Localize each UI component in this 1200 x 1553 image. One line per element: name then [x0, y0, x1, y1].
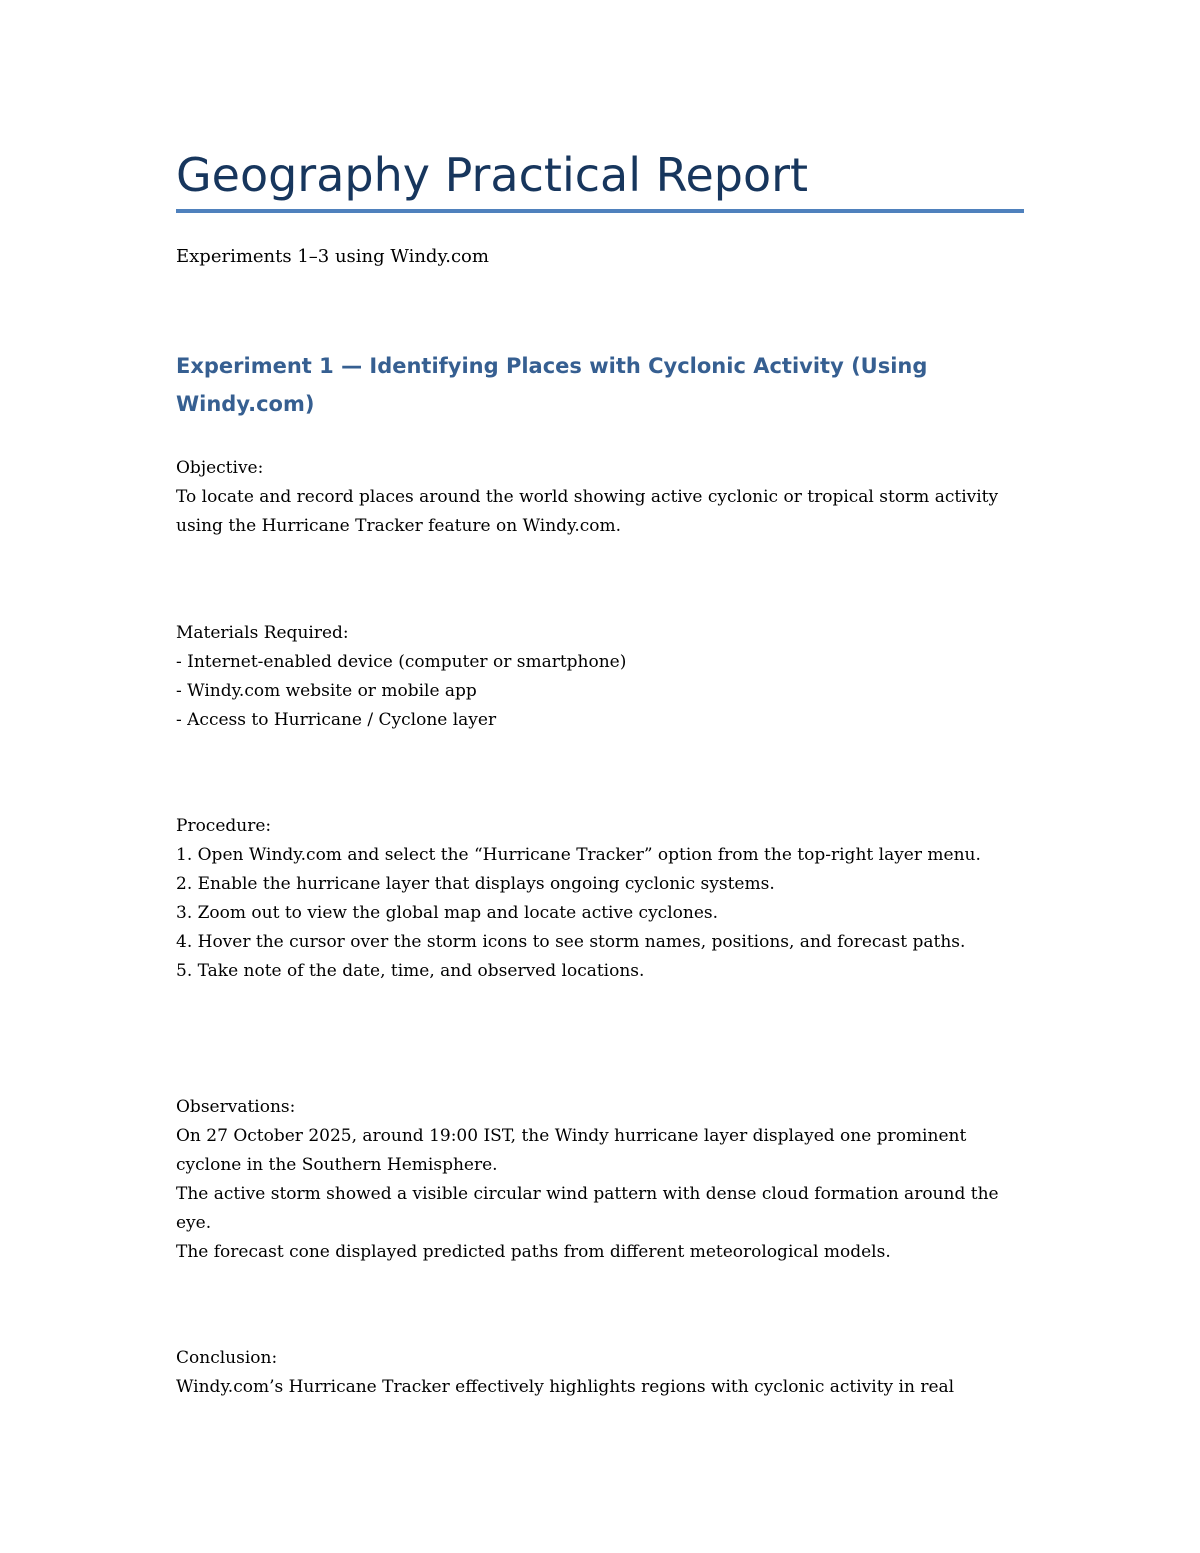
conclusion-label: Conclusion:	[176, 1348, 278, 1368]
document-subtitle: Experiments 1–3 using Windy.com	[176, 246, 489, 267]
list-item: 2. Enable the hurricane layer that displays ongoing cyclonic systems.	[176, 874, 775, 894]
objective-label: Objective:	[176, 458, 264, 478]
objective-section	[176, 454, 1036, 541]
list-item: - Windy.com website or mobile app	[176, 681, 477, 701]
procedure-label: Procedure:	[176, 816, 272, 836]
materials-label: Materials Required:	[176, 623, 349, 643]
list-item: 3. Zoom out to view the global map and locate active cyclones.	[176, 903, 719, 923]
objective-text: To locate and record places around the world showing active cyclonic or tropical storm activity using the Hurricane Tracker feature on Windy.com.	[176, 487, 999, 536]
materials-list	[176, 648, 1036, 735]
document-title: Geography Practical Report	[176, 148, 809, 202]
procedure-list	[176, 841, 1036, 986]
materials-section	[176, 619, 1036, 735]
observations-section	[176, 1093, 1036, 1267]
list-item: 1. Open Windy.com and select the “Hurricane Tracker” option from the top-right layer menu.	[176, 845, 981, 865]
list-item: - Access to Hurricane / Cyclone layer	[176, 710, 497, 730]
observation-text: The active storm showed a visible circular wind pattern with dense cloud formation around the eye.	[176, 1184, 999, 1233]
procedure-section	[176, 812, 1036, 986]
title-underline	[176, 209, 1024, 213]
observation-text: On 27 October 2025, around 19:00 IST, the Windy hurricane layer displayed one prominent cyclone in the Southern Hemisphere.	[176, 1126, 967, 1175]
list-item: - Internet-enabled device (computer or smartphone)	[176, 652, 627, 672]
list-item: 5. Take note of the date, time, and observed locations.	[176, 961, 645, 981]
conclusion-section	[176, 1344, 1036, 1402]
observations-label: Observations:	[176, 1097, 296, 1117]
experiment-1-heading: Experiment 1 — Identifying Places with Cyclonic Activity (Using Windy.com)	[176, 354, 928, 416]
conclusion-text: Windy.com’s Hurricane Tracker effectively highlights regions with cyclonic activity in real	[176, 1377, 955, 1397]
observation-text: The forecast cone displayed predicted paths from different meteorological models.	[176, 1242, 891, 1262]
list-item: 4. Hover the cursor over the storm icons to see storm names, positions, and forecast paths.	[176, 932, 966, 952]
